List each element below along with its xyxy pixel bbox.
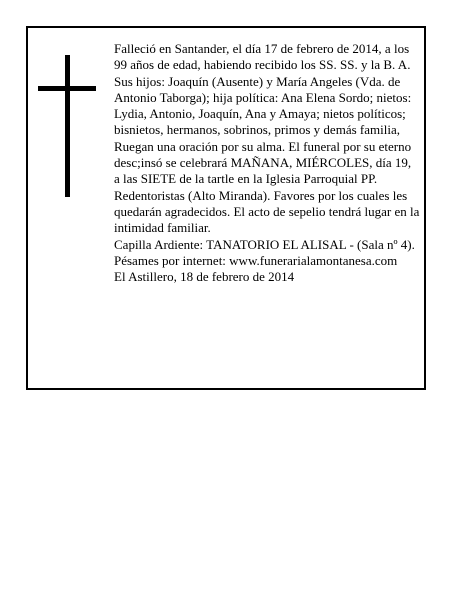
condolences-paragraph: Pésames por internet: www.funerarialamontanesa.com	[114, 252, 398, 268]
notice-text	[114, 41, 420, 285]
place-date-paragraph: El Astillero, 18 de febrero de 2014	[114, 269, 295, 285]
funeral-paragraph: Ruegan una oración por su alma. El funeral por su eterno desc;insó se celebrará MAÑANA, MIÉRCOLES, día 19, a las SIETE de la tartle en la Iglesia Parroquial PP. Redentoristas (Alto Miranda). Favores por los cuales les quedarán agradecidos. El acto de sepelio tendrá lugar en la intimidad familiar.	[114, 138, 420, 236]
obituary-notice	[26, 26, 426, 390]
cross-horizontal-bar	[38, 86, 96, 91]
death-announcement-paragraph: Falleció en Santander, el día 17 de febrero de 2014, a los 99 años de edad, habiendo recibido los SS. SS. y la B. A.	[114, 41, 411, 73]
cross-icon	[38, 55, 96, 197]
chapel-paragraph: Capilla Ardiente: TANATORIO EL ALISAL - (Sala nº 4).	[114, 236, 415, 252]
cross-vertical-bar	[65, 55, 70, 197]
family-paragraph: Sus hijos: Joaquín (Ausente) y María Angeles (Vda. de Antonio Taborga); hija política: Ana Elena Sordo; nietos: Lydia, Antonio, Joaquín, Ana y Amaya; nietos políticos; bisnietos, hermanos, sobrinos, primos y demás familia,	[114, 73, 412, 138]
